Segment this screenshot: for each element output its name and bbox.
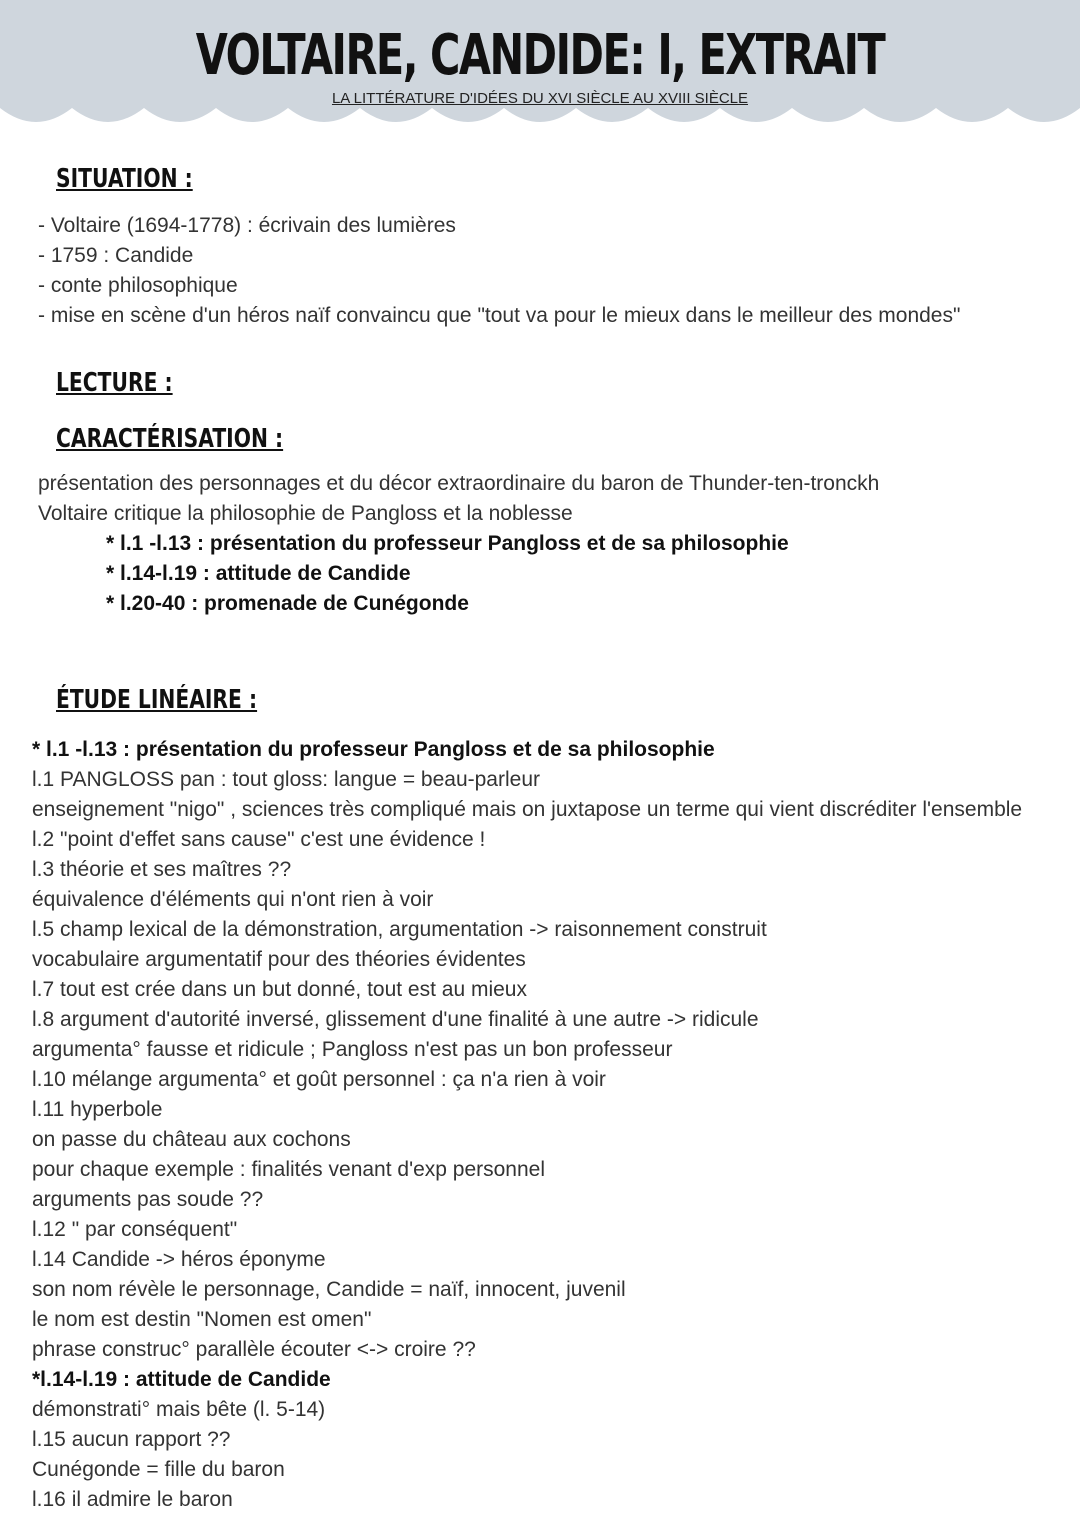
list-item: - 1759 : Candide [38, 244, 194, 267]
situation-list [38, 211, 960, 331]
note-line: équivalence d'éléments qui n'ont rien à voir [32, 888, 434, 911]
note-line: l.3 théorie et ses maîtres ?? [32, 858, 292, 881]
note-line: phrase construc° parallèle écouter <-> croire ?? [32, 1338, 476, 1361]
plan-item: * l.20-40 : promenade de Cunégonde [106, 592, 469, 615]
note-line: l.1 PANGLOSS pan : tout gloss: langue = beau-parleur [32, 768, 540, 791]
lecture-heading: LECTURE : [56, 368, 173, 398]
note-line: l.12 " par conséquent" [32, 1218, 238, 1241]
page-title: VOLTAIRE, CANDIDE: I, EXTRAIT [195, 23, 885, 88]
note-line: le nom est destin "Nomen est omen" [32, 1308, 372, 1331]
note-line: l.2 "point d'effet sans cause" c'est une évidence ! [32, 828, 486, 851]
plan-item: * l.14-l.19 : attitude de Candide [106, 562, 411, 585]
note-line: l.11 hyperbole [32, 1098, 163, 1121]
note-line: l.16 il admire le baron [32, 1488, 233, 1511]
note-line: on passe du château aux cochons [32, 1128, 351, 1151]
note-line: arguments pas soude ?? [32, 1188, 264, 1211]
list-item: - conte philosophique [38, 274, 238, 297]
note-line: l.7 tout est crée dans un but donné, tout est au mieux [32, 978, 527, 1001]
list-item: - mise en scène d'un héros naïf convaincu que "tout va pour le mieux dans le meilleur des mondes" [38, 304, 961, 327]
note-line: Cunégonde = fille du baron [32, 1458, 285, 1481]
note-line: son nom révèle le personnage, Candide = naïf, innocent, juvenil [32, 1278, 626, 1301]
paragraph-line: Voltaire critique la philosophie de Pangloss et la noblesse [38, 502, 573, 525]
note-line: démonstrati° mais bête (l. 5-14) [32, 1398, 326, 1421]
section-line: *l.14-l.19 : attitude de Candide [32, 1368, 331, 1391]
plan-item: * l.1 -l.13 : présentation du professeur Pangloss et de sa philosophie [106, 532, 789, 555]
caracterisation-text [38, 469, 879, 619]
note-line: l.5 champ lexical de la démonstration, argumentation -> raisonnement construit [32, 918, 767, 941]
note-line: enseignement "nigo" , sciences très compliqué mais on juxtapose un terme qui vient discréditer l'ensemble [32, 798, 1023, 821]
etude-heading: ÉTUDE LINÉAIRE : [56, 685, 258, 715]
etude-lines [32, 735, 1022, 1515]
note-line: l.8 argument d'autorité inversé, glissement d'une finalité à une autre -> ridicule [32, 1008, 759, 1031]
situation-heading: SITUATION : [56, 164, 193, 194]
paragraph-line: présentation des personnages et du décor extraordinaire du baron de Thunder-ten-tronckh [38, 472, 880, 495]
caracterisation-heading: CARACTÉRISATION : [56, 424, 284, 454]
note-line: l.14 Candide -> héros éponyme [32, 1248, 326, 1271]
note-line: vocabulaire argumentatif pour des théories évidentes [32, 948, 526, 971]
page-header [0, 0, 1080, 135]
list-item: - Voltaire (1694-1778) : écrivain des lumières [38, 214, 456, 237]
note-line: l.10 mélange argumenta° et goût personnel : ça n'a rien à voir [32, 1068, 606, 1091]
page-subtitle: LA LITTÉRATURE D'IDÉES DU XVI SIÈCLE AU XVIII SIÈCLE [331, 90, 749, 107]
note-line: argumenta° fausse et ridicule ; Pangloss n'est pas un bon professeur [32, 1038, 673, 1061]
note-line: pour chaque exemple : finalités venant d'exp personnel [32, 1158, 546, 1181]
section-line: * l.1 -l.13 : présentation du professeur Pangloss et de sa philosophie [32, 738, 715, 761]
note-line: l.15 aucun rapport ?? [32, 1428, 231, 1451]
